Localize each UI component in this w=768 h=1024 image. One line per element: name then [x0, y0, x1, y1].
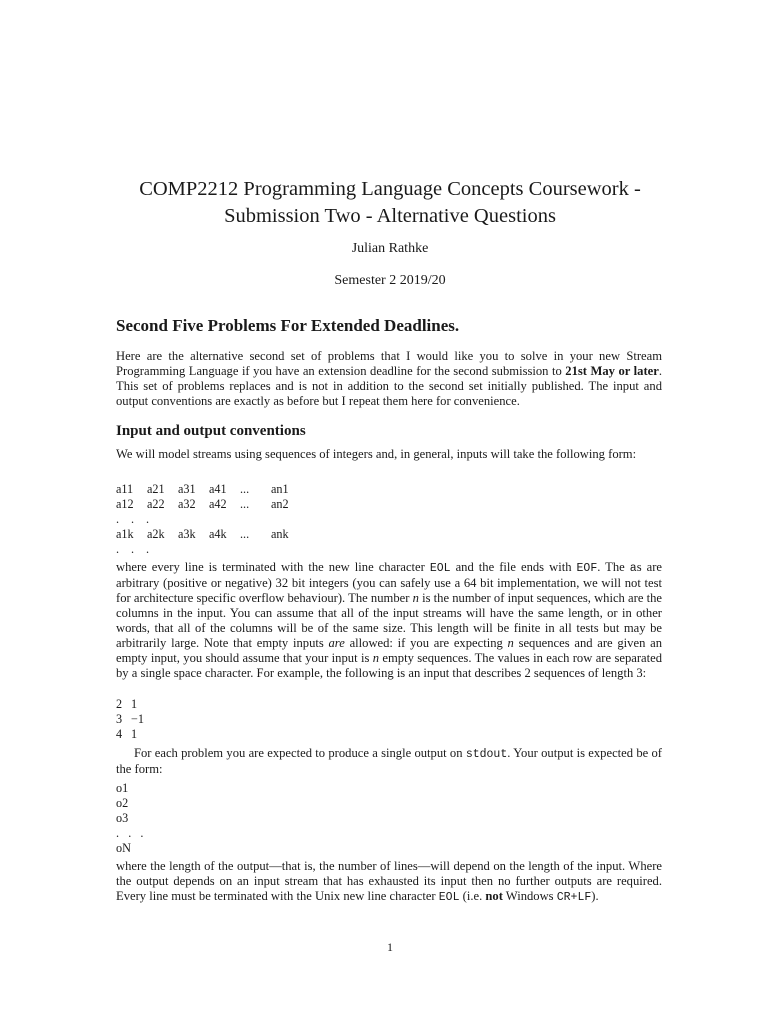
input-form-row-cell: an1	[271, 482, 289, 496]
text: where every line is terminated with the new line character	[116, 560, 430, 574]
output-form-row	[116, 781, 176, 796]
document-title	[100, 176, 680, 230]
input-form-row-cell: .	[146, 542, 150, 556]
not-emphasis: not	[485, 889, 503, 903]
example-input-row	[116, 697, 161, 712]
io-paragraph-1: We will model streams using sequences of integers and, in general, inputs will take the following form:	[116, 447, 637, 461]
example-input-row	[116, 712, 161, 727]
input-form-row-cell: ank	[271, 527, 289, 541]
input-form-row-cell: ...	[240, 527, 250, 541]
eof-code: EOF	[576, 562, 598, 575]
output-form-row	[116, 796, 176, 811]
input-form-row-cell: a3k	[178, 527, 196, 541]
input-form-row-cell: ...	[240, 482, 250, 496]
n-var: n	[372, 651, 380, 665]
example-input-row-cell: 2	[116, 697, 123, 711]
are-emphasis: are	[328, 636, 345, 650]
example-input-row-cell: −1	[131, 712, 144, 726]
text: For each problem you are expected to produce a single output on	[134, 746, 466, 760]
text: is the number of input sequences, which are the columns in the input. You can assume that all of the input streams will have the same length, or in other words, that all of the columns will be of the same size. This length will be finite in all tests but may be arbitrarily large. Note that empty inputs	[116, 591, 662, 650]
input-form-row-cell: a42	[209, 497, 227, 511]
output-form-row	[116, 826, 176, 841]
section-heading: Second Five Problems For Extended Deadlines.	[116, 316, 460, 335]
example-input-row-cell: 4	[116, 727, 123, 741]
input-form-row-cell: a21	[147, 482, 165, 496]
input-form-row	[116, 497, 311, 512]
input-form-row-cell: a11	[116, 482, 134, 496]
text: where the length of the output—that is, the number of lines—will depend on the length of the input. Where the output depends on an input stream that has exhausted its input then no further outputs are required. Every line must be terminated with the Unix new line character	[116, 859, 662, 903]
text: empty sequences. The values in each row are separated by a single space character. For example, the following is an input that describes 2 sequences of length 3:	[116, 651, 662, 680]
input-form-row-cell: .	[116, 542, 120, 556]
output-form-row-cell: o1	[116, 781, 129, 795]
text: allowed: if you are expecting	[344, 636, 508, 650]
input-form-row-cell: a1k	[116, 527, 134, 541]
input-form-block	[116, 482, 311, 557]
example-input-row-cell: 1	[131, 697, 138, 711]
output-form-block	[116, 781, 176, 856]
example-input-row-cell: 3	[116, 712, 123, 726]
text: and the file ends with	[450, 560, 577, 574]
input-form-row-cell: an2	[271, 497, 289, 511]
eol-code: EOL	[429, 562, 451, 575]
text: Windows	[502, 889, 557, 903]
intro-deadline: 21st May or later	[565, 364, 659, 378]
intro-text-rest: . This set of problems replaces and is not in addition to the second set initially published. The input and output conventions are exactly as before but I repeat them here for convenience.	[116, 364, 662, 408]
date: Semester 2 2019/20	[334, 273, 446, 288]
input-form-row-cell: a41	[209, 482, 227, 496]
crlf-code: CR+LF	[556, 891, 592, 904]
n-var: n	[507, 636, 514, 650]
author: Julian Rathke	[351, 241, 429, 256]
input-form-row	[116, 482, 311, 497]
output-form-row-cell: oN	[116, 841, 131, 855]
title-line-2: Submission Two - Alternative Questions	[224, 205, 556, 227]
a-code: a	[629, 562, 637, 575]
intro-text: Here are the alternative second set of problems that I would like you to solve in your new Stream Programming Language if you have an extension deadline for the second submission to	[116, 349, 662, 378]
output-form-row-cell: o2	[116, 796, 129, 810]
intro-paragraph	[116, 349, 662, 409]
io-paragraph-4	[116, 859, 662, 905]
input-form-row-cell: a31	[178, 482, 196, 496]
output-form-row	[116, 811, 176, 826]
output-form-row	[116, 841, 176, 856]
input-form-row-cell: a12	[116, 497, 134, 511]
text: sequences and are given an empty input, you should assume that your input is	[116, 636, 662, 665]
input-form-row-cell: .	[116, 512, 120, 526]
input-form-row-cell: a2k	[147, 527, 165, 541]
input-form-row-cell: .	[131, 512, 135, 526]
input-form-row-cell: .	[146, 512, 150, 526]
output-form-row-cell: . . .	[116, 826, 144, 840]
text: . The	[597, 560, 630, 574]
subsection-heading: Input and output conventions	[116, 423, 306, 439]
input-form-row	[116, 512, 311, 527]
io-paragraph-3	[116, 746, 662, 777]
example-input-row-cell: 1	[131, 727, 138, 741]
text: ).	[591, 889, 599, 903]
output-form-row-cell: o3	[116, 811, 129, 825]
eol-code: EOL	[438, 891, 460, 904]
text: . Your output is expected be of the form:	[116, 746, 662, 776]
title-line-1: COMP2212 Programming Language Concepts Coursework -	[139, 178, 641, 200]
input-form-row-cell: ...	[240, 497, 250, 511]
input-form-row-cell: a4k	[209, 527, 227, 541]
stdout-code: stdout	[465, 748, 508, 761]
input-form-row-cell: a32	[178, 497, 196, 511]
input-form-row-cell: .	[131, 542, 135, 556]
page-number: 1	[387, 940, 393, 954]
input-form-row	[116, 527, 311, 542]
example-input-block	[116, 697, 161, 742]
input-form-row	[116, 542, 311, 557]
text: (i.e.	[459, 889, 486, 903]
input-form-row-cell: a22	[147, 497, 165, 511]
io-paragraph-2	[116, 560, 662, 681]
text: s are arbitrary (positive or negative) 32 bit integers (you can safely use a 64 bit implementation, we will not test for architecture specific overflow behaviour). The number	[116, 560, 662, 605]
example-input-row	[116, 727, 161, 742]
n-var: n	[412, 591, 419, 605]
